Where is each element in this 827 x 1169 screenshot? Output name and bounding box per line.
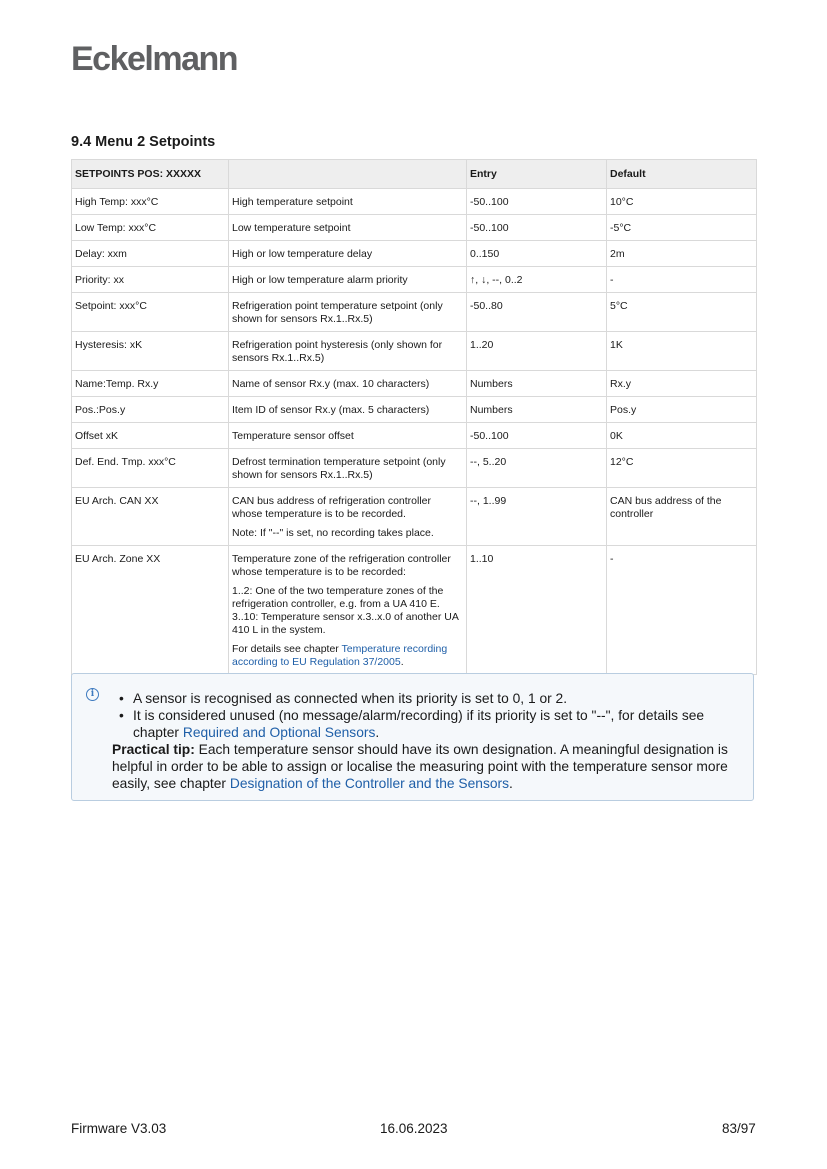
param-cell: Offset xK [72, 423, 229, 449]
table-header-row [72, 160, 757, 189]
table-row [72, 332, 757, 371]
table-row [72, 488, 757, 546]
param-cell: Hysteresis: xK [72, 332, 229, 371]
entry-cell: --, 5..20 [467, 449, 607, 488]
default-cell: Pos.y [607, 397, 757, 423]
param-cell: Delay: xxm [72, 241, 229, 267]
default-cell: 0K [607, 423, 757, 449]
table-row [72, 189, 757, 215]
description-paragraph: High or low temperature alarm priority [232, 274, 408, 286]
practical-tip: Practical tip: Each temperature sensor should have its own designation. A meaningful designation is helpful in order to be able to assign or localise the measuring point with the temperature sensor more easily, see chapter Designation of the Controller and the Sensors. [112, 742, 728, 791]
entry-cell: ↑, ↓, --, 0..2 [467, 267, 607, 293]
info-icon: i [86, 688, 99, 701]
entry-cell: Numbers [467, 397, 607, 423]
table-header-cell [229, 160, 467, 189]
table-row [72, 397, 757, 423]
description-paragraph: Item ID of sensor Rx.y (max. 5 characters) [232, 404, 430, 416]
description-paragraph: Low temperature setpoint [232, 222, 351, 234]
description-paragraph: High temperature setpoint [232, 196, 353, 208]
default-cell: 1K [607, 332, 757, 371]
description-cell [229, 397, 467, 423]
description-paragraph: Refrigeration point hysteresis (only shown for sensors Rx.1..Rx.5) [232, 339, 443, 364]
description-cell [229, 267, 467, 293]
description-paragraph: CAN bus address of refrigeration controller whose temperature is to be recorded. [232, 495, 432, 520]
description-details: For details see chapter Temperature recording according to EU Regulation 37/2005. [232, 643, 448, 668]
designation-link[interactable]: Designation of the Controller and the Sensors [229, 776, 510, 791]
table-body [72, 189, 757, 675]
param-cell: Def. End. Tmp. xxx°C [72, 449, 229, 488]
footer-date: 16.06.2023 [380, 1121, 448, 1136]
default-cell: 10°C [607, 189, 757, 215]
description-paragraph: Temperature sensor offset [232, 430, 354, 442]
section-title: 9.4 Menu 2 Setpoints [71, 134, 216, 150]
table-row [72, 241, 757, 267]
param-cell: EU Arch. CAN XX [72, 488, 229, 546]
table-row [72, 215, 757, 241]
table-row [72, 371, 757, 397]
info-note [71, 673, 754, 801]
entry-cell: -50..100 [467, 423, 607, 449]
default-cell: - [607, 267, 757, 293]
description-cell [229, 449, 467, 488]
description-paragraph: High or low temperature delay [232, 248, 373, 260]
table-row [72, 449, 757, 488]
note-bullet-1: A sensor is recognised as connected when its priority is set to 0, 1 or 2. [133, 691, 568, 706]
param-cell: Pos.:Pos.y [72, 397, 229, 423]
description-cell [229, 423, 467, 449]
default-cell: -5°C [607, 215, 757, 241]
table-row [72, 293, 757, 332]
param-cell: High Temp: xxx°C [72, 189, 229, 215]
description-cell [229, 332, 467, 371]
description-paragraph: Refrigeration point temperature setpoint (only shown for sensors Rx.1..Rx.5) [232, 300, 443, 325]
param-cell: Low Temp: xxx°C [72, 215, 229, 241]
entry-cell: 1..10 [467, 546, 607, 675]
default-cell: 12°C [607, 449, 757, 488]
required-optional-sensors-link[interactable]: Required and Optional Sensors [182, 725, 376, 740]
description-paragraph: Name of sensor Rx.y (max. 10 characters) [232, 378, 430, 390]
table-header-cell: SETPOINTS POS: XXXXX [72, 160, 229, 189]
eu-regulation-link[interactable]: Temperature recording according to EU Regulation 37/2005 [232, 643, 448, 668]
param-cell: EU Arch. Zone XX [72, 546, 229, 675]
description-cell [229, 546, 467, 675]
description-paragraph: Note: If "--" is set, no recording takes place. [232, 527, 434, 539]
footer-page-number: 83/97 [722, 1121, 756, 1136]
param-cell: Priority: xx [72, 267, 229, 293]
entry-cell: -50..100 [467, 215, 607, 241]
description-paragraph: Defrost termination temperature setpoint (only shown for sensors Rx.1..Rx.5) [232, 456, 446, 481]
table-row [72, 267, 757, 293]
entry-cell: 0..150 [467, 241, 607, 267]
table-header-cell: Entry [467, 160, 607, 189]
description-cell [229, 293, 467, 332]
description-paragraph: Temperature zone of the refrigeration controller whose temperature is to be recorded: [232, 553, 451, 578]
description-cell [229, 215, 467, 241]
tip-text: Each temperature sensor should have its own designation. A meaningful designation is helpful in order to be able to assign or localise the measuring point with the temperature sensor more easily, see chapter [112, 742, 728, 791]
tip-label: Practical tip: [112, 742, 195, 757]
list-item: • A sensor is recognised as connected when its priority is set to 0, 1 or 2. [119, 691, 568, 706]
table-row [72, 423, 757, 449]
param-cell: Setpoint: xxx°C [72, 293, 229, 332]
default-cell: - [607, 546, 757, 675]
description-cell [229, 371, 467, 397]
table-header-cell: Default [607, 160, 757, 189]
description-paragraph: 1..2: One of the two temperature zones of the refrigeration controller, e.g. from a UA 410 E. 3..10: Temperature sensor x.3..x.0 of another UA 410 L in the system. [232, 585, 459, 636]
default-cell: 2m [607, 241, 757, 267]
note-list [119, 690, 749, 741]
description-cell [229, 189, 467, 215]
footer-firmware: Firmware V3.03 [71, 1121, 167, 1136]
setpoints-table [71, 159, 757, 675]
description-cell [229, 488, 467, 546]
table-row [72, 546, 757, 675]
description-cell [229, 241, 467, 267]
entry-cell: Numbers [467, 371, 607, 397]
entry-cell: -50..100 [467, 189, 607, 215]
param-cell: Name:Temp. Rx.y [72, 371, 229, 397]
entry-cell: --, 1..99 [467, 488, 607, 546]
default-cell: CAN bus address of the controller [607, 488, 757, 546]
default-cell: 5°C [607, 293, 757, 332]
default-cell: Rx.y [607, 371, 757, 397]
note-bullet-2-text: It is considered unused (no message/alarm/recording) if its priority is set to "--", for details see chapter [133, 708, 705, 740]
entry-cell: -50..80 [467, 293, 607, 332]
brand-logo: Eckelmann [71, 40, 238, 78]
list-item: • It is considered unused (no message/alarm/recording) if its priority is set to "--", for details see chapter Required and Optional Sensors. [119, 708, 705, 740]
entry-cell: 1..20 [467, 332, 607, 371]
